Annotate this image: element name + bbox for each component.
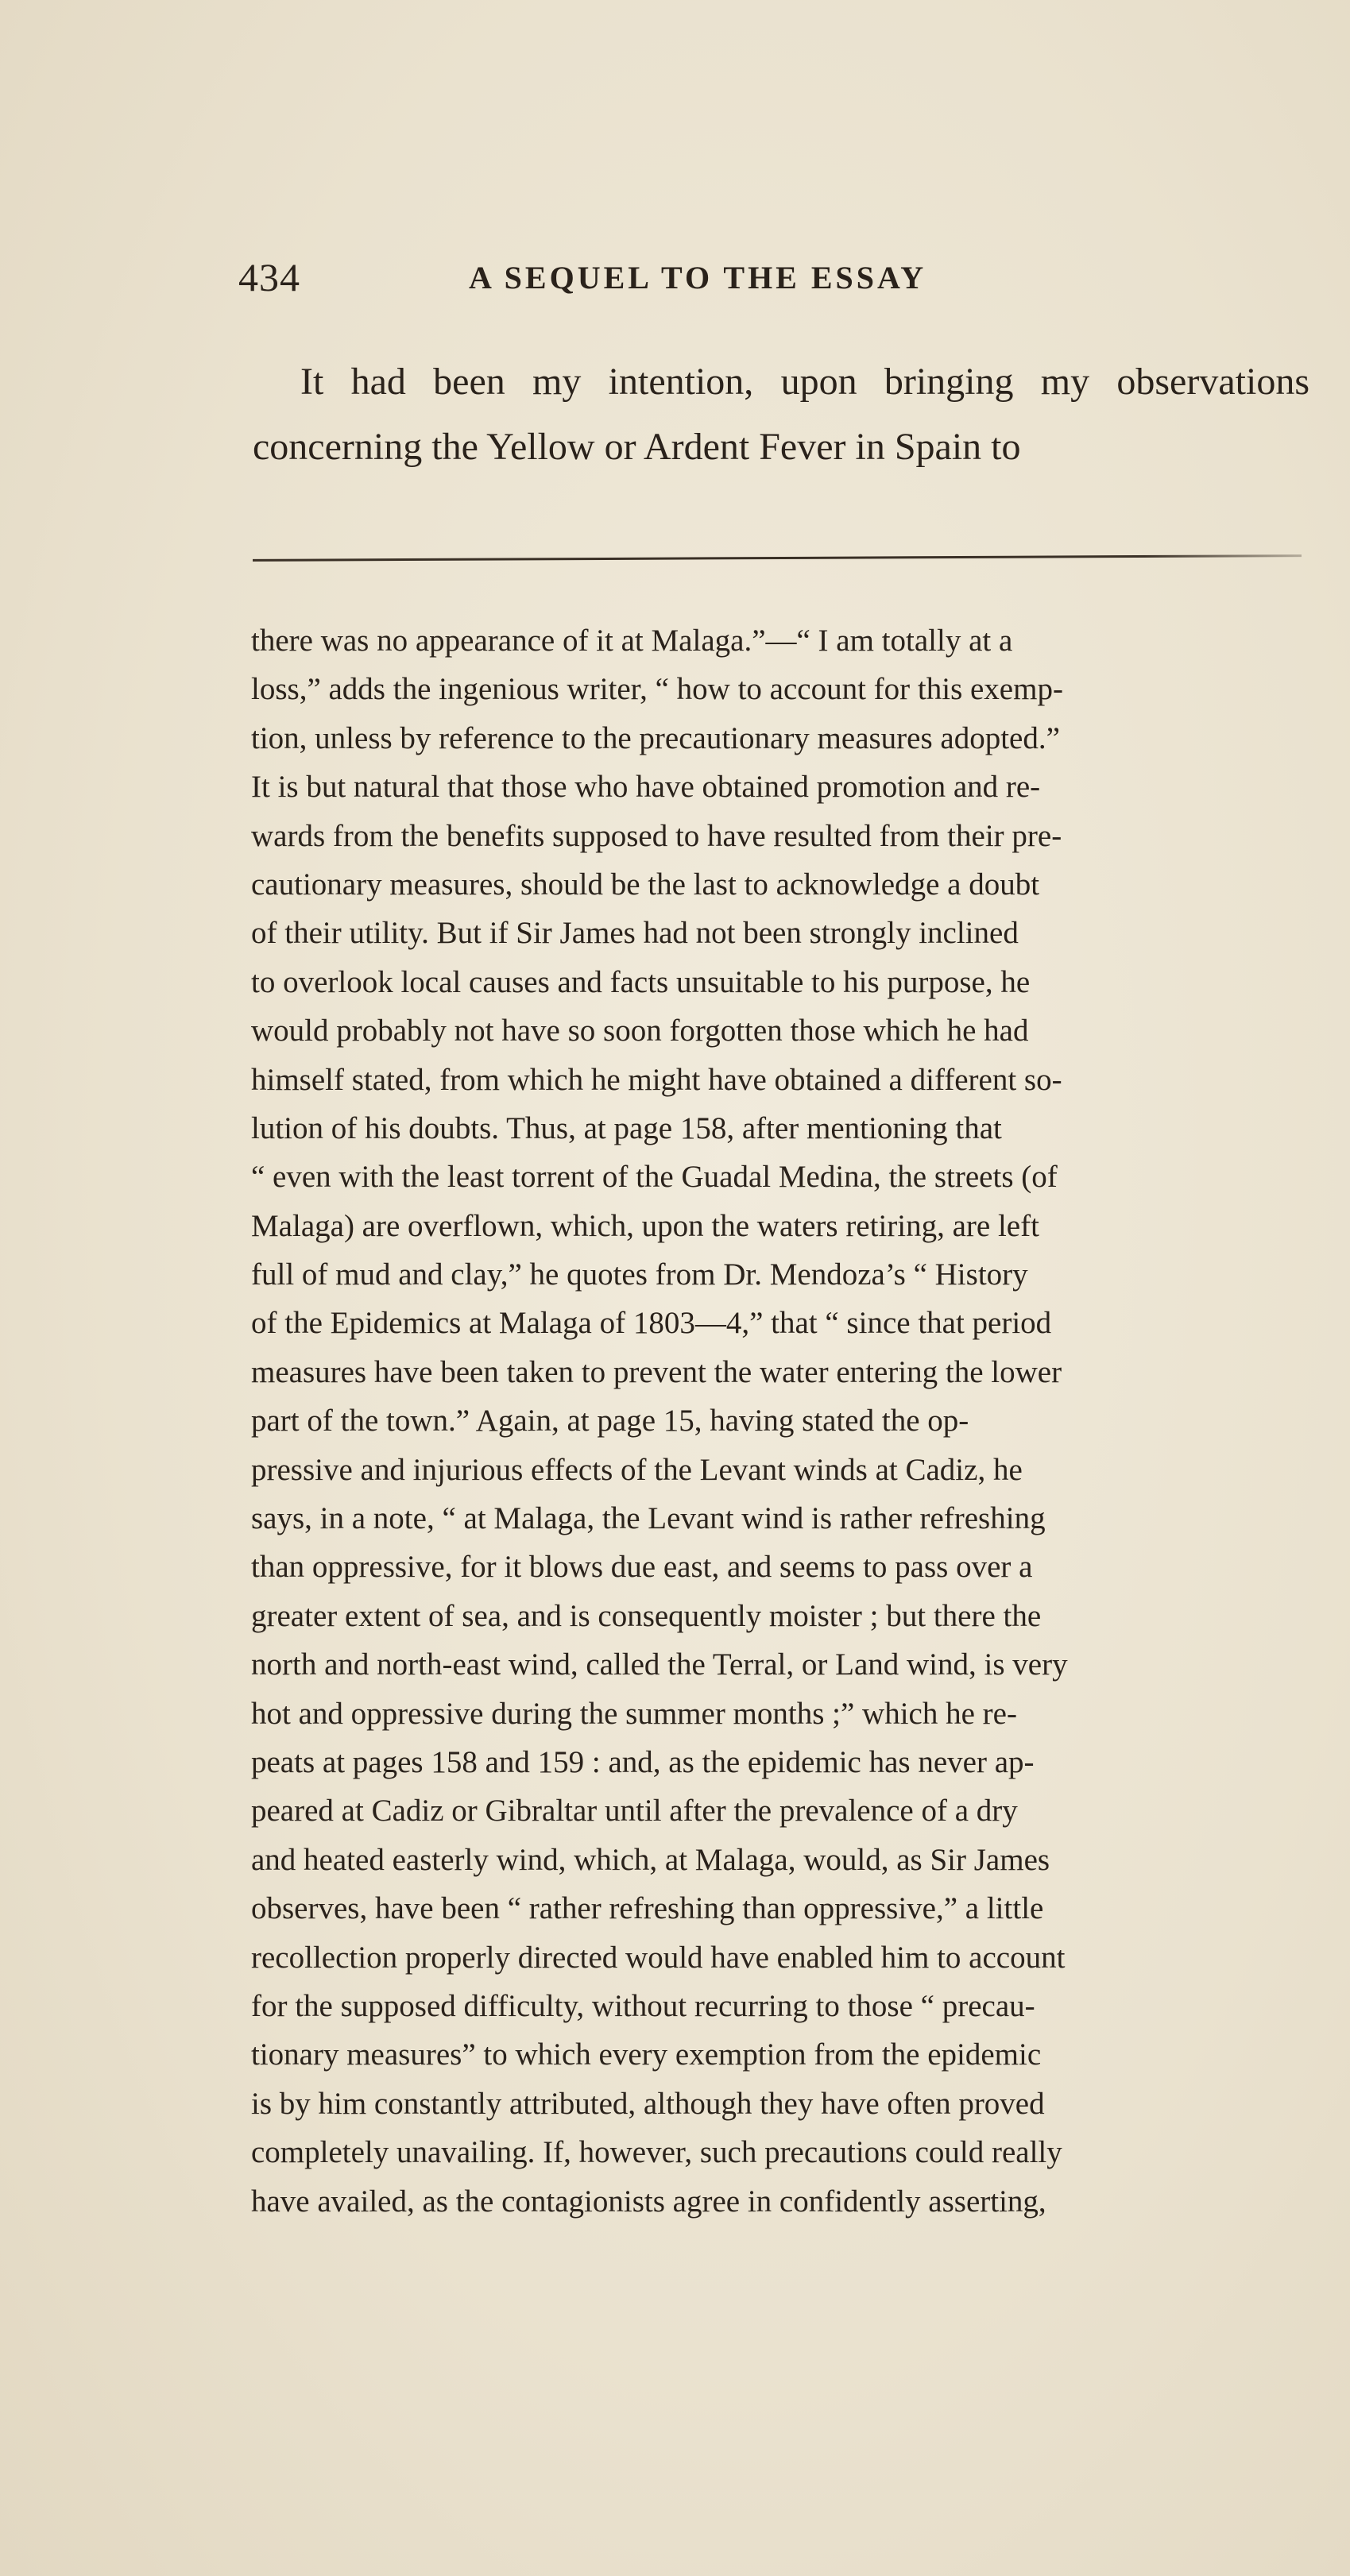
footnote-line: than oppressive, for it blows due east, and seems to pass over a — [251, 1550, 1033, 1585]
footnote-line: and heated easterly wind, which, at Malaga, would, as Sir James — [251, 1842, 1050, 1877]
running-title: A SEQUEL TO THE ESSAY — [469, 260, 927, 295]
footnote-line: peared at Cadiz or Gibraltar until after the prevalence of a dry — [251, 1794, 1018, 1829]
main-paragraph: It had been my intention, upon bringing my observations concerning the Yellow or Ardent Fever in Spain to — [253, 361, 1309, 468]
footnote-line: full of mud and clay,” he quotes from Dr. Mendoza’s “ History — [251, 1257, 1028, 1292]
footnote-line: have availed, as the contagionists agree in confidently asserting, — [251, 2184, 1046, 2219]
footnote-line: tionary measures” to which every exemption from the epidemic — [251, 2037, 1042, 2072]
footnote-line: loss,” adds the ingenious writer, “ how to account for this exemp- — [251, 672, 1063, 707]
footnote-line: of the Epidemics at Malaga of 1803—4,” that “ since that period — [251, 1306, 1052, 1341]
footnote-line: pressive and injurious effects of the Levant winds at Cadiz, he — [251, 1452, 1023, 1487]
footnote-line: peats at pages 158 and 159 : and, as the epidemic has never ap- — [251, 1744, 1035, 1779]
footnote-line: completely unavailing. If, however, such precautions could really — [251, 2135, 1062, 2170]
footnote-line: to overlook local causes and facts unsuitable to his purpose, he — [251, 964, 1031, 999]
footnote-line: “ even with the least torrent of the Guadal Medina, the streets (of — [251, 1160, 1058, 1195]
footnote-line: north and north-east wind, called the Terral, or Land wind, is very — [251, 1647, 1068, 1682]
footnote-line: hot and oppressive during the summer months ;” which he re- — [251, 1696, 1017, 1731]
footnote-line: is by him constantly attributed, although they have often proved — [251, 2086, 1045, 2121]
footnote-line: of their utility. But if Sir James had not been strongly inclined — [251, 916, 1019, 951]
page-header — [238, 254, 1081, 302]
footnote-line: himself stated, from which he might have obtained a different so- — [251, 1062, 1062, 1097]
footnote-line: measures have been taken to prevent the water entering the lower — [251, 1354, 1062, 1389]
footnote-line: lution of his doubts. Thus, at page 158, after mentioning that — [251, 1110, 1002, 1145]
footnote-line: It is but natural that those who have obtained promotion and re- — [251, 770, 1041, 805]
footnote-line: would probably not have so soon forgotten those which he had — [251, 1014, 1029, 1049]
footnote-rule — [253, 554, 1302, 562]
footnote-line: there was no appearance of it at Malaga.”—“ I am totally at a — [251, 624, 1013, 658]
footnote-line: part of the town.” Again, at page 15, having stated the op- — [251, 1404, 969, 1439]
footnote-line: cautionary measures, should be the last to acknowledge a doubt — [251, 867, 1040, 902]
footnote-line: for the supposed difficulty, without recurring to those “ precau- — [251, 1988, 1035, 2023]
footnote-line: Malaga) are overflown, which, upon the waters retiring, are left — [251, 1208, 1039, 1243]
footnote-line: says, in a note, “ at Malaga, the Levant wind is rather refreshing — [251, 1501, 1046, 1536]
footnote-line: wards from the benefits supposed to have resulted from their pre- — [251, 818, 1062, 853]
footnote — [251, 616, 1316, 2226]
footnote-line: tion, unless by reference to the precautionary measures adopted.” — [251, 720, 1060, 755]
footnote-line: observes, have been “ rather refreshing than oppressive,” a little — [251, 1891, 1044, 1926]
page-number: 434 — [238, 255, 300, 299]
footnote-line: greater extent of sea, and is consequently moister ; but there the — [251, 1598, 1042, 1633]
footnote-line: recollection properly directed would have enabled him to account — [251, 1940, 1066, 1975]
